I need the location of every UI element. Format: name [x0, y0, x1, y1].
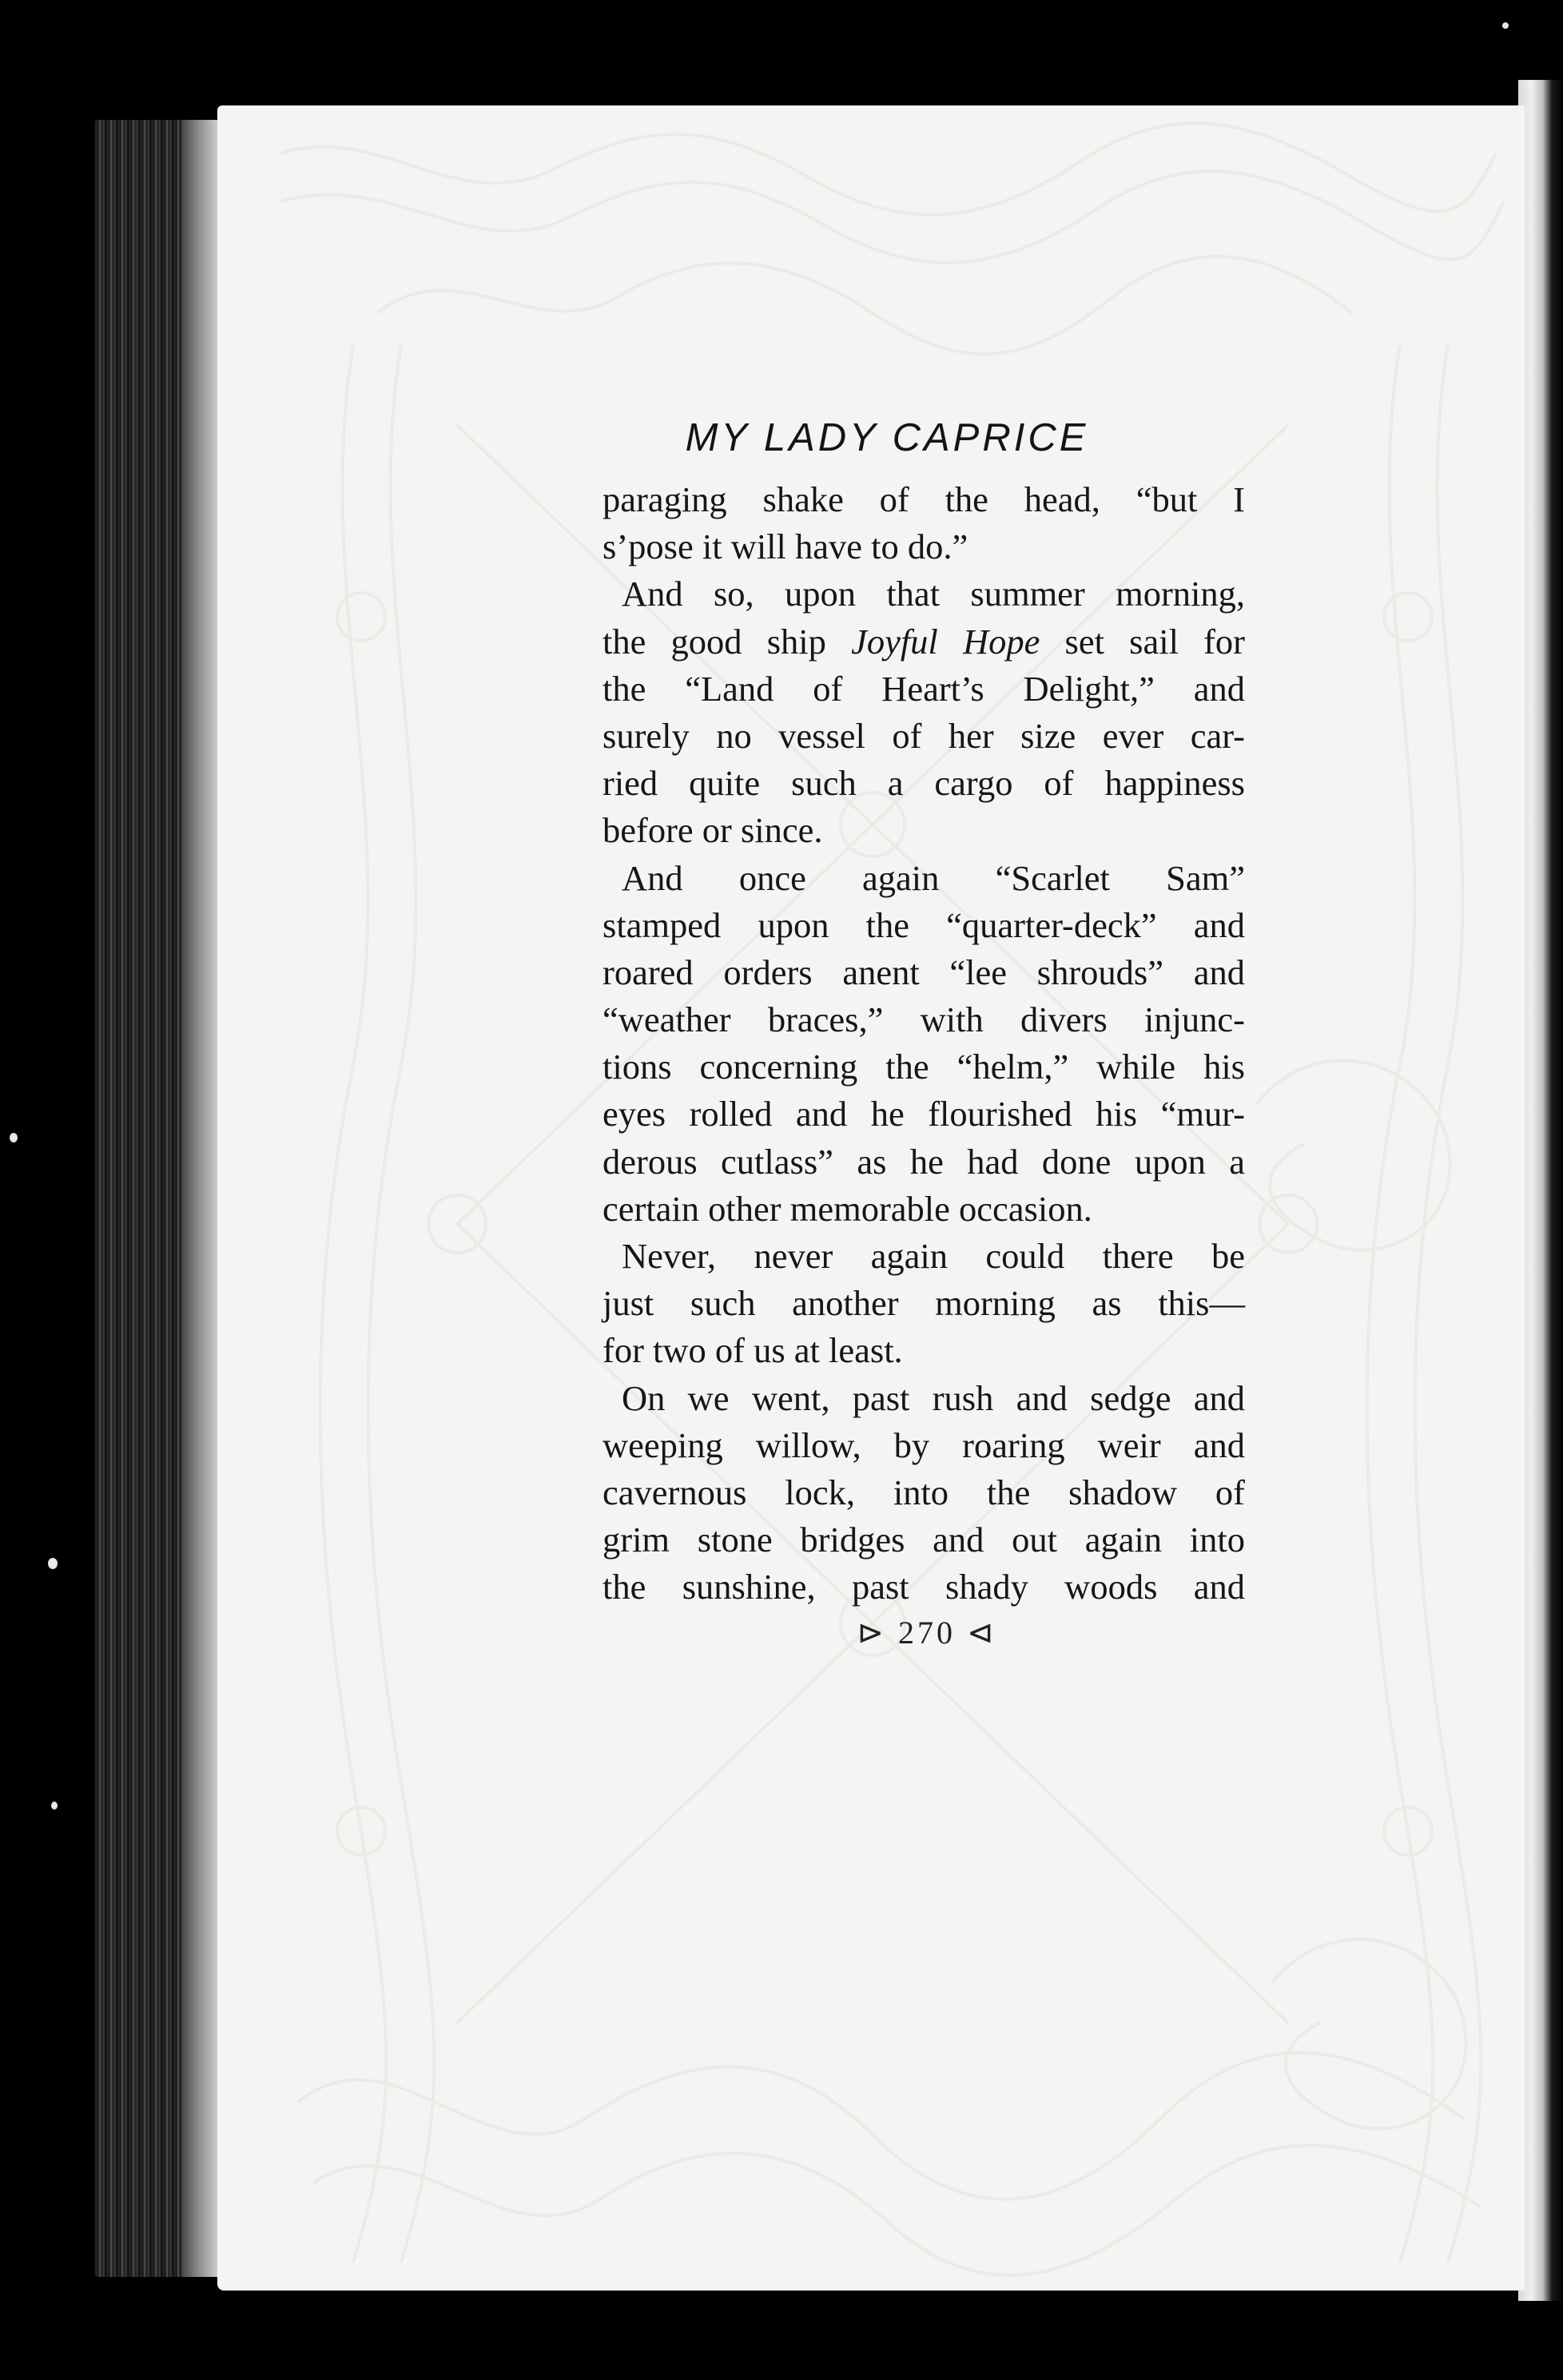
running-head: MY LADY CAPRICE — [685, 416, 1089, 459]
text-line: s’pose it will have to do.” — [603, 526, 968, 567]
text-line: roared orders anent “lee shrouds” and — [603, 952, 1245, 992]
text-segment: set sail for — [1040, 621, 1245, 662]
text-line: paraging shake of the head, “but I — [603, 479, 1245, 519]
text-line: for two of us at least. — [603, 1330, 903, 1371]
text-line: ried quite such a cargo of happiness — [603, 763, 1245, 804]
text-line: “weather braces,” with divers injunc- — [603, 999, 1245, 1040]
speck — [10, 1133, 18, 1142]
text-segment: the good ship — [603, 621, 852, 662]
text-line: surely no vessel of her size ever car- — [603, 715, 1245, 756]
text-line: the sunshine, past shady woods and — [603, 1567, 1245, 1607]
speck — [48, 1558, 58, 1569]
text-segment: And so, upon that summer morning, — [622, 574, 1245, 614]
text-line: eyes rolled and he flourished his “mur- — [603, 1094, 1245, 1134]
ship-name-italic: Joyful Hope — [851, 621, 1040, 662]
text-line: cavernous lock, into the shadow of — [603, 1472, 1245, 1512]
text-line: weeping willow, by roaring weir and — [603, 1424, 1245, 1465]
speck — [51, 1802, 58, 1810]
binding-shadow — [1518, 80, 1563, 2301]
text-line: On we went, past rush and sedge and — [622, 1377, 1245, 1418]
body-text — [603, 476, 1245, 1611]
text-line — [603, 618, 1245, 666]
page-edge-highlight — [182, 120, 222, 2277]
text-line: And once again “Scarlet Sam” — [622, 857, 1245, 898]
text-line: grim stone bridges and out again into — [603, 1520, 1245, 1560]
text-line — [603, 570, 1245, 618]
speck — [1502, 22, 1509, 29]
text-line: the “Land of Heart’s Delight,” and — [603, 668, 1245, 709]
text-line: tions concerning the “helm,” while his — [603, 1047, 1245, 1087]
text-line: derous cutlass” as he had done upon a — [603, 1141, 1245, 1182]
text-line: Never, never again could there be — [622, 1236, 1245, 1276]
text-line: certain other memorable occasion. — [603, 1188, 1092, 1229]
text-line: stamped upon the “quarter-deck” and — [603, 904, 1245, 945]
page-number: ⊳ 270 ⊲ — [857, 1615, 997, 1651]
text-line: just such another morning as this— — [603, 1283, 1245, 1324]
text-line: before or since. — [603, 810, 823, 851]
book-page-edges — [94, 120, 222, 2277]
